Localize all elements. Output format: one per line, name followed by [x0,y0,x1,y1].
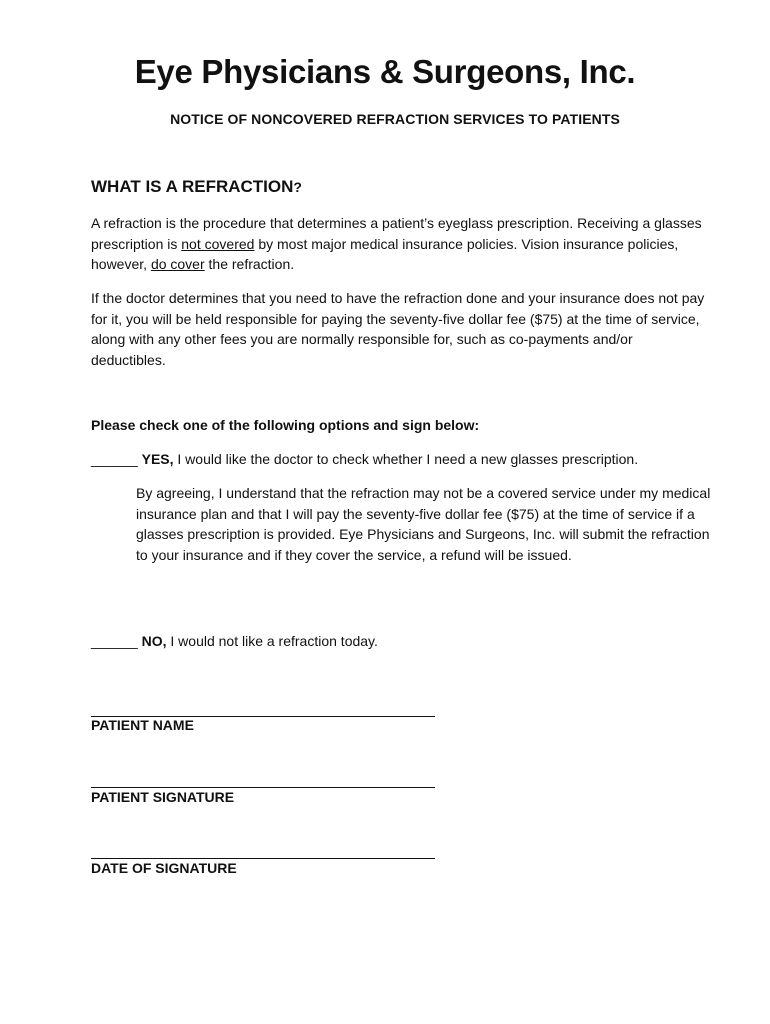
section-heading-text: WHAT IS A REFRACTION [91,177,294,196]
option-no [91,633,378,649]
no-label: NO, [141,633,167,649]
date-of-signature-line [91,858,435,859]
patient-signature-line [91,787,435,788]
yes-text: I would like the doctor to check whether I need a new glasses prescription. [173,451,639,467]
yes-agreement-detail: By agreeing, I understand that the refraction may not be a covered service under my medical insurance plan and that I will pay the seventy-five dollar fee ($75) at the time of service if a glasses prescription is provided. Eye Physicians and Surgeons, Inc. will submit the refraction to your insurance and if they cover the service, a refund will be issued. [136,485,711,563]
patient-name-label: PATIENT NAME [91,717,194,733]
fee-responsibility-paragraph: If the doctor determines that you need to have the refraction done and your insurance does not pay for it, you will be held responsible for paying the seventy-five dollar fee ($75) at the time of service, along with any other fees you are normally responsible for, such as co-payments and/or deductibles. [91,290,705,368]
no-checkbox-blank: ______ [91,633,142,649]
p1-text-a: A refraction is the procedure that determines a patient’s eyeglass prescription. Receiving a glasses prescription is [91,215,702,252]
option-yes [91,451,638,467]
do-cover-underlined: do cover [150,256,205,272]
yes-label: YES, [141,451,174,467]
yes-checkbox-blank: ______ [91,451,142,467]
section-heading [91,177,302,197]
section-heading-question-mark: ? [293,179,302,195]
refraction-definition-paragraph [91,213,711,275]
options-instruction: Please check one of the following options and sign below: [91,417,480,433]
patient-signature-label: PATIENT SIGNATURE [91,789,235,805]
notice-subtitle: NOTICE OF NONCOVERED REFRACTION SERVICES TO PATIENTS [170,111,620,127]
not-covered-underlined: not covered [181,235,255,252]
p1-text-b: by most major medical insurance policies. Vision insurance policies, however, [91,235,679,272]
p1-text-c: the refraction. [204,256,295,272]
practice-name-title: Eye Physicians & Surgeons, Inc. [134,53,636,90]
date-of-signature-label: DATE OF SIGNATURE [91,860,237,876]
no-text: I would not like a refraction today. [166,633,378,649]
